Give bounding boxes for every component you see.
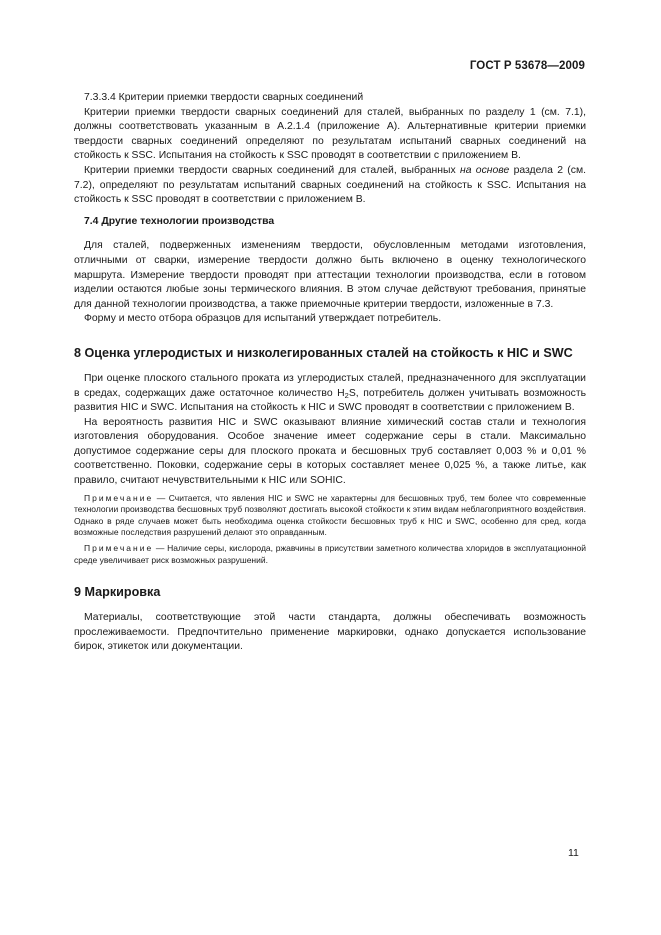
clause-7-3-3-4-paragraph-1: Критерии приемки твердости сварных соединений для сталей, выбранных по разделу 1 (см. 7.1), должны соответствовать указанным в А.2.1.4 (приложение А). Альтернативные критерии приемки твердости сварных соединений определяют по результатам испытаний сварных соединений на стойкость к SSC. Испытания на стойкость к SSC проводят в соответствии с приложением В.: [74, 106, 586, 162]
section-7-4-heading: 7.4 Другие технологии производства: [84, 215, 275, 227]
section-8-paragraph-2: На вероятность развития HIC и SWC оказывают влияние химический состав стали и технология изготовления оборудования. Особое значение имеет содержание серы в стали. Максимально допустимое содержание серы для плоского проката и бесшовных труб составляет 0,003 % и 0,01 % соответственно. Поковки, содержание серы в которых составляет менее 0,025 %, а также литье, как правило, считают нечувствительными к HIC или SOHIC.: [74, 416, 586, 487]
page-content: [74, 91, 586, 655]
note-label: Примечание: [84, 492, 154, 503]
clause-7-3-3-4-paragraph-2: Критерии приемки твердости сварных соединений для сталей, выбранных на основе раздела 2 (см. 7.2), определяют по результатам испытаний сварных соединений на стойкость к SSC. Испытания на стойкость к SSC проводят в соответствии с приложением В.: [74, 164, 586, 206]
section-7-4-paragraph-2: Форму и место отбора образцов для испытаний утверждает потребитель.: [84, 313, 442, 325]
note-1: Примечание — Считается, что явления HIC и SWC не характерны для бесшовных труб, тем более что современные технологии производства бесшовных труб позволяют достигать высокой стойкости к этим видам неблагоприятного воздействия. Однако в ряде случаев может быть необходима оценка стойкости бесшовных труб к HIC и SWC, особенно для сред, когда возможные последствия разрушений делают это оправданным.: [74, 492, 586, 538]
section-9-heading: 9 Маркировка: [74, 585, 161, 600]
clause-7-3-3-4-title: 7.3.3.4 Критерии приемки твердости сварных соединений: [84, 92, 364, 103]
section-8-heading: 8 Оценка углеродистых и низколегированных сталей на стойкость к HIC и SWC: [74, 345, 573, 360]
note-label: Примечание: [84, 543, 154, 554]
section-7-4-paragraph-1: Для сталей, подверженных изменениям твердости, обусловленным методами изготовления, отличными от сварки, измерение твердости должно быть включено в оценку технологического маршрута. Измерение твердости проводят при аттестации технологии производства, если в готовом изделии остаются любые зоны термического влияния. В этом случае действуют требования, принятые для данной технологии производства, а также приемочные критерии твердости, изложенные в 7.3.: [74, 240, 586, 310]
section-8-paragraph-1: При оценке плоского стального проката из углеродистых сталей, предназначенного для эксплуатации в средах, содержащих даже остаточное количество $H_2S$, потребитель должен учитывать возможность развития HIC и SWC. Испытания на стойкость к HIC и SWC проводят в соответствии с приложением В.: [74, 372, 586, 414]
subscript: 2: [344, 390, 349, 400]
standard-number: ГОСТ Р 53678—2009: [469, 60, 585, 72]
emphasis-text: на основе: [460, 164, 510, 176]
note-2: Примечание — Наличие серы, кислорода, ржавчины в присутствии заметного количества хлоридов в эксплуатационной среде увеличивает риск возможных разрушений.: [74, 543, 586, 565]
page-number: 11: [568, 847, 579, 859]
section-9-paragraph-1: Материалы, соответствующие этой части стандарта, должны обеспечивать возможность прослеживаемости. Предпочтительно применение маркировки, однако допускается использование бирок, этикеток или документации.: [74, 612, 586, 653]
